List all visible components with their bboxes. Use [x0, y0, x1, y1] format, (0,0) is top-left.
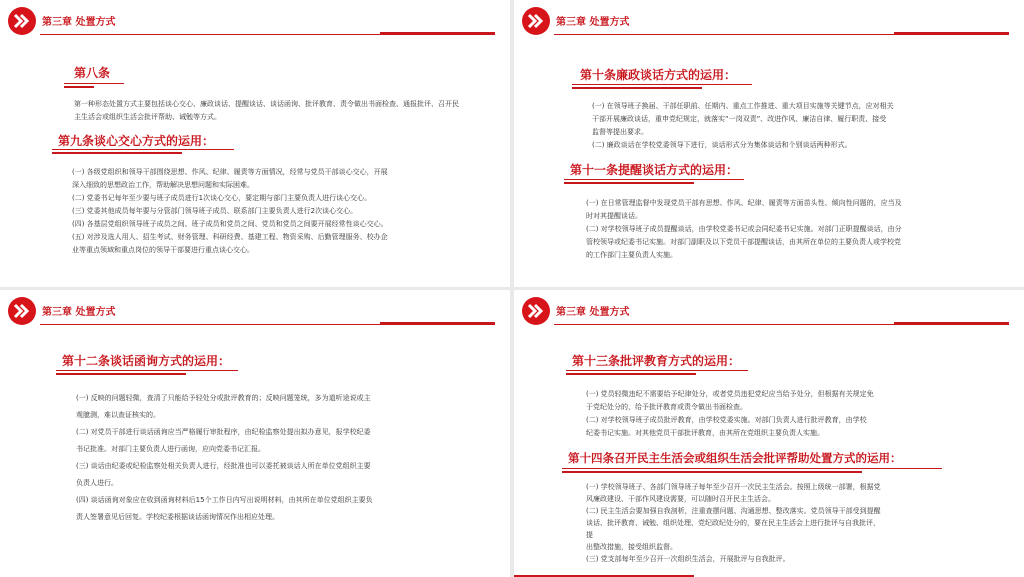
paragraph-list [586, 481, 1006, 565]
slide-header [0, 0, 510, 44]
section-title: 第八条 [74, 66, 111, 80]
title-underline [56, 370, 238, 371]
title-underline-accent [56, 373, 186, 375]
text-line: (四) 各基层党组织领导班子成员之间、班子成员和党员之间、党员和党员之间要开展经常性谈心交心。 [72, 220, 388, 228]
text-line: (三) 谈话由纪委或纪检监察处相关负责人进行，经批准也可以委托被谈话人所在单位党组织主要 [76, 462, 371, 470]
text-line: (三) 党支部每年至少召开一次组织生活会，开展批评与自我批评。 [586, 555, 790, 563]
text-line: 书记批准。对部门主要负责人进行函询，应向党委书记汇报。 [76, 445, 265, 453]
title-underline [64, 83, 124, 84]
text-line: 干部开展廉政谈话，重申党纪规定，就落实“一岗双责”、改进作风、廉洁自律、履行职责、接受 [592, 115, 887, 123]
slide-4 [514, 290, 1024, 577]
section-title: 第十二条谈话函询方式的运用： [62, 354, 231, 368]
title-underline-accent [52, 152, 182, 154]
slide-header [0, 290, 510, 334]
paragraph-list [72, 166, 482, 257]
text-line: (一) 反映的问题轻微，查清了只能给予轻处分或批评教育的；反映问题笼统，多为道听途说或主 [76, 394, 371, 402]
header-accent-bar [380, 322, 495, 325]
title-underline-accent [566, 373, 696, 375]
text-line: (四) 谈话函询对象应在收到函询材料后15个工作日内写出说明材料，由其所在单位党组织主要负 [76, 496, 373, 504]
text-line: 的工作部门主要负责人实施。 [586, 251, 677, 259]
text-line: (二) 民主生活会要加强自我剖析，注重查摆问题、沟通思想、整改落实。党员领导干部受到提醒 [586, 507, 881, 515]
text-line: 观臆测，难以查证核实的。 [76, 411, 160, 419]
text-line: 业等重点领域和重点岗位的领导干部要进行重点谈心交心。 [72, 246, 254, 254]
paragraph-list [586, 388, 996, 440]
paragraph-list [592, 100, 1002, 152]
text-line: 提 [586, 531, 593, 539]
text-line: 负责人进行。 [76, 479, 118, 487]
text-line: 时对其提醒谈话。 [586, 212, 642, 220]
paragraph: 第一种形态处置方式主要包括谈心交心、廉政谈话、提醒谈话、谈话函询、批评教育、责令做出书面检查、通报批评、召开民主生活会或组织生活会批评帮助、诫勉等方式。 [74, 100, 459, 121]
text-line: 责人签署意见后回复。学校纪委根据谈话函询情况作出相应处理。 [76, 513, 279, 521]
title-underline-accent [562, 471, 862, 473]
title-underline-accent [64, 86, 94, 88]
header-accent-bar [894, 32, 1009, 35]
text-line: (一) 在领导班子换届、干部任职前、任期内、重点工作推进、重大项目实施等关键节点，应对相关 [592, 102, 894, 110]
text-line: (二) 对党员干部进行谈话函询应当严格履行审批程序，由纪检监察处提出拟办意见，报学校纪委 [76, 428, 371, 436]
paragraph-list [76, 390, 456, 526]
header-accent-bar [894, 322, 1009, 325]
text-line: 出整改措施，接受组织监督。 [586, 543, 677, 551]
text-line: 监督等提出要求。 [592, 128, 648, 136]
text-line: 深入细致的思想政治工作，帮助解决思想问题和实际困难。 [72, 181, 254, 189]
header-accent-bar [380, 32, 495, 35]
slide-3 [0, 290, 510, 577]
section-title: 第十一条提醒谈话方式的运用： [570, 163, 739, 177]
title-underline-accent [572, 87, 702, 89]
text-line: (二) 对学校领导班子成员提醒谈话，由学校党委书记或会同纪委书记实施。对部门正职提醒谈话，由分 [586, 225, 902, 233]
paragraph-list [586, 197, 1006, 262]
text-line: 于党纪处分的，给予批评教育或责令做出书面检查。 [586, 403, 747, 411]
text-line: (一) 党员轻微违纪不需要给予纪律处分，或者党员违犯党纪应当给予处分，但根据有关规定免 [586, 390, 874, 398]
chevron-logo-icon [8, 7, 36, 35]
text-line: (二) 党委书记每年至少要与班子成员进行1次谈心交心，要定期与部门主要负责人进行谈心交心。 [72, 194, 372, 202]
chevron-logo-icon [8, 297, 36, 325]
title-underline-accent [564, 182, 694, 184]
chevron-logo-icon [522, 7, 550, 35]
text-line: (一) 各级党组织和领导干部围绕思想、作风、纪律、履责等方面情况，经常与党员干部谈心交心，开展 [72, 168, 388, 176]
section-title: 第十三条批评教育方式的运用： [572, 354, 741, 368]
title-underline [572, 84, 752, 85]
title-underline [566, 370, 748, 371]
section-title: 第十条廉政谈话方式的运用： [580, 68, 737, 82]
text-line: 管校领导或纪委书记实施。对部门副职及以下党员干部提醒谈话，由其所在单位的主要负责人或学校党 [586, 238, 901, 246]
text-line: 纪委书记实施。对其他党员干部批评教育，由其所在党组织主要负责人实施。 [586, 429, 824, 437]
title-underline [52, 149, 234, 150]
slide-header [514, 290, 1024, 334]
section-title: 第十四条召开民主生活会或组织生活会批评帮助处置方式的运用： [568, 451, 902, 465]
title-underline [562, 468, 942, 469]
text-line: 谈话、批评教育、诫勉、组织处理、党纪政纪处分的，要在民主生活会上进行批评与自我批评， [586, 519, 880, 527]
text-line: (二) 廉政谈话在学校党委领导下进行，谈话形式分为集体谈话和个别谈话两种形式。 [592, 141, 852, 149]
slide-2 [514, 0, 1024, 287]
chapter-label: 第三章 处置方式 [42, 307, 116, 318]
chevron-logo-icon [522, 297, 550, 325]
slide-header [514, 0, 1024, 44]
text-line: (一) 在日常管理监督中发现党员干部有思想、作风、纪律、履责等方面苗头性、倾向性问题的，应当及 [586, 199, 902, 207]
text-line: (一) 学校领导班子、各部门领导班子每年至少召开一次民主生活会。按照上级统一部署，根据党 [586, 483, 881, 491]
text-line: 风廉政建设、干部作风建设需要，可以随时召开民主生活会。 [586, 495, 775, 503]
text-line: (五) 对涉及选人用人、招生考试、财务管理、科研经费、基建工程、物资采购、后勤管理服务、校办企 [72, 233, 388, 241]
chapter-label: 第三章 处置方式 [42, 17, 116, 28]
slide-1 [0, 0, 510, 287]
text-line: (三) 党委其他成员每年要与分管部门领导班子成员、联系部门主要负责人进行2次谈心交心。 [72, 207, 358, 215]
text-line: (二) 对学校领导班子成员批评教育，由学校党委实施。对部门负责人进行批评教育，由学校 [586, 416, 867, 424]
section-title: 第九条谈心交心方式的运用： [58, 134, 215, 148]
chapter-label: 第三章 处置方式 [556, 307, 630, 318]
title-underline [564, 179, 744, 180]
chapter-label: 第三章 处置方式 [556, 17, 630, 28]
